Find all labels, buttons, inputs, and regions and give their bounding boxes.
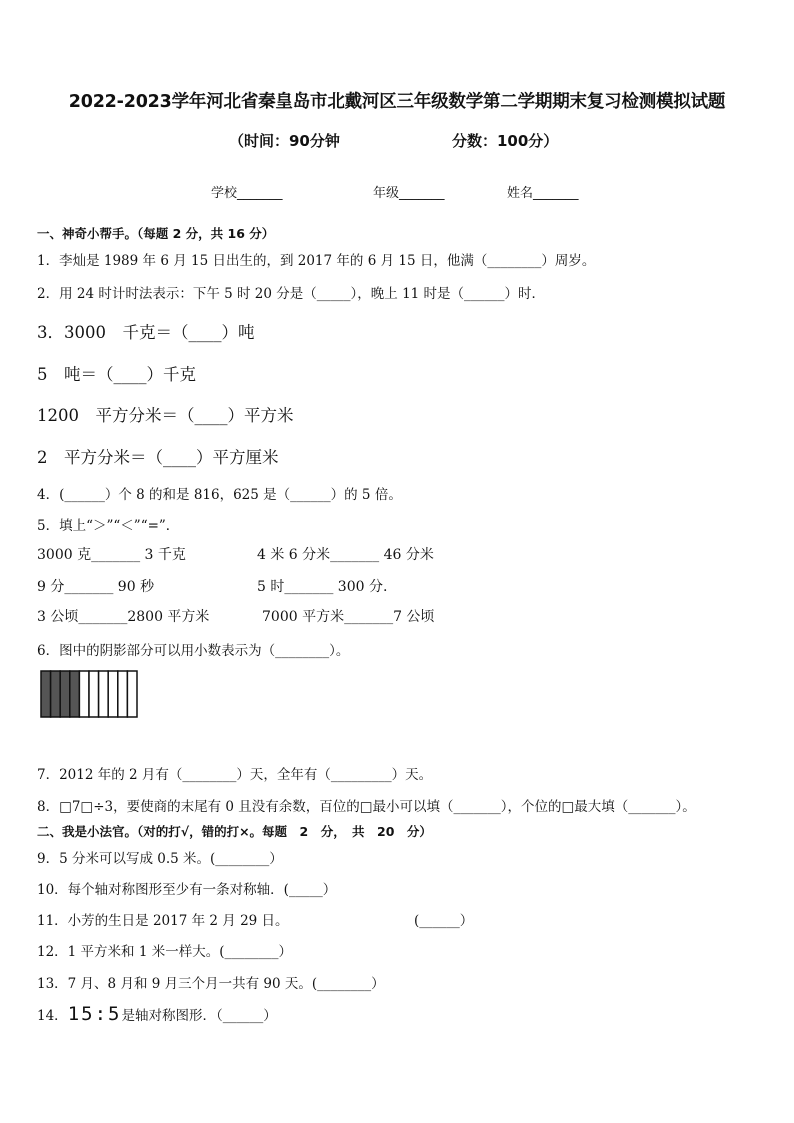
q5-item-1: 3000 克_______ 3 千克 [37,547,186,563]
q5-item-6: 7000 平方米_______7 公顷 [262,609,435,625]
unshaded-bar [89,671,99,717]
grade-field: 年级_______ [373,186,445,201]
school-field: 学校_______ [211,186,283,201]
section1-heading: 一、神奇小帮手。（每题 2 分，共 16 分） [37,226,275,241]
question-3a: 3．3000 千克＝（____）吨 [37,323,255,342]
exam-title: 2022-2023学年河北省秦皇岛市北戴河区三年级数学第二学期期末复习检测模拟试题 [68,92,726,112]
section2-heading: 二、我是小法官。（对的打√，错的打×。每题 2 分， 共 20 分） [37,824,432,839]
question-6: 6．图中的阴影部分可以用小数表示为（________）。 [37,643,350,659]
question-8: 8．□7□÷3，要使商的末尾有 0 且没有余数，百位的□最小可以填（_______），个位的□最大填（_______）。 [37,799,696,815]
question-10: 10．每个轴对称图形至少有一条对称轴．(_____） [37,882,337,898]
unshaded-bar [99,671,109,717]
q5-item-3: 9 分_______ 90 秒 [37,579,155,595]
name-field: 姓名_______ [507,186,579,201]
exam-time: （时间：90分钟 [229,132,340,150]
question-11: 11．小芳的生日是 2017 年 2 月 29 日。 [37,913,289,929]
q5-item-5: 3 公顷_______2800 平方米 [37,609,210,625]
digital-time-display: 15:5 [67,1003,122,1025]
shaded-bars-figure [40,669,140,719]
shaded-bar [51,671,61,717]
q5-item-4: 5 时_______ 300 分. [257,579,388,595]
question-1: 1．李灿是 1989 年 6 月 15 日出生的，到 2017 年的 6 月 15 日，他满（________）周岁。 [37,253,596,269]
unshaded-bar [118,671,128,717]
question-14-prefix: 14． [37,1008,68,1024]
question-3b: 5 吨＝（____）千克 [37,365,196,384]
question-4: 4．(______）个 8 的和是 816，625 是（______）的 5 倍。 [37,487,402,503]
question-9: 9．5 分米可以写成 0.5 米。(________） [37,851,283,867]
unshaded-bar [79,671,89,717]
question-13: 13．7 月、8 月和 9 月三个月一共有 90 天。(________） [37,976,385,992]
question-3d: 2 平方分米＝（____）平方厘米 [37,448,279,467]
unshaded-bar [108,671,118,717]
question-2: 2．用 24 时计时法表示：下午 5 时 20 分是（_____），晚上 11 时是（______）时． [37,286,546,302]
question-14-suffix: 是轴对称图形．（______） [121,1008,277,1024]
shaded-bar [41,671,51,717]
q5-item-2: 4 米 6 分米_______ 46 分米 [257,547,434,563]
shaded-bar [70,671,80,717]
unshaded-bar [127,671,137,717]
exam-score: 分数：100分） [452,132,559,150]
question-5: 5．填上“＞”“＜”“=”． [37,518,180,534]
shaded-bar [60,671,70,717]
question-12: 12．1 平方米和 1 米一样大。(________） [37,944,292,960]
question-3c: 1200 平方分米＝（____）平方米 [37,406,294,425]
question-14 [37,1003,277,1025]
question-7: 7．2012 年的 2 月有（________）天，全年有（_________）天。 [37,767,433,783]
question-11-blank: (______） [414,913,474,929]
